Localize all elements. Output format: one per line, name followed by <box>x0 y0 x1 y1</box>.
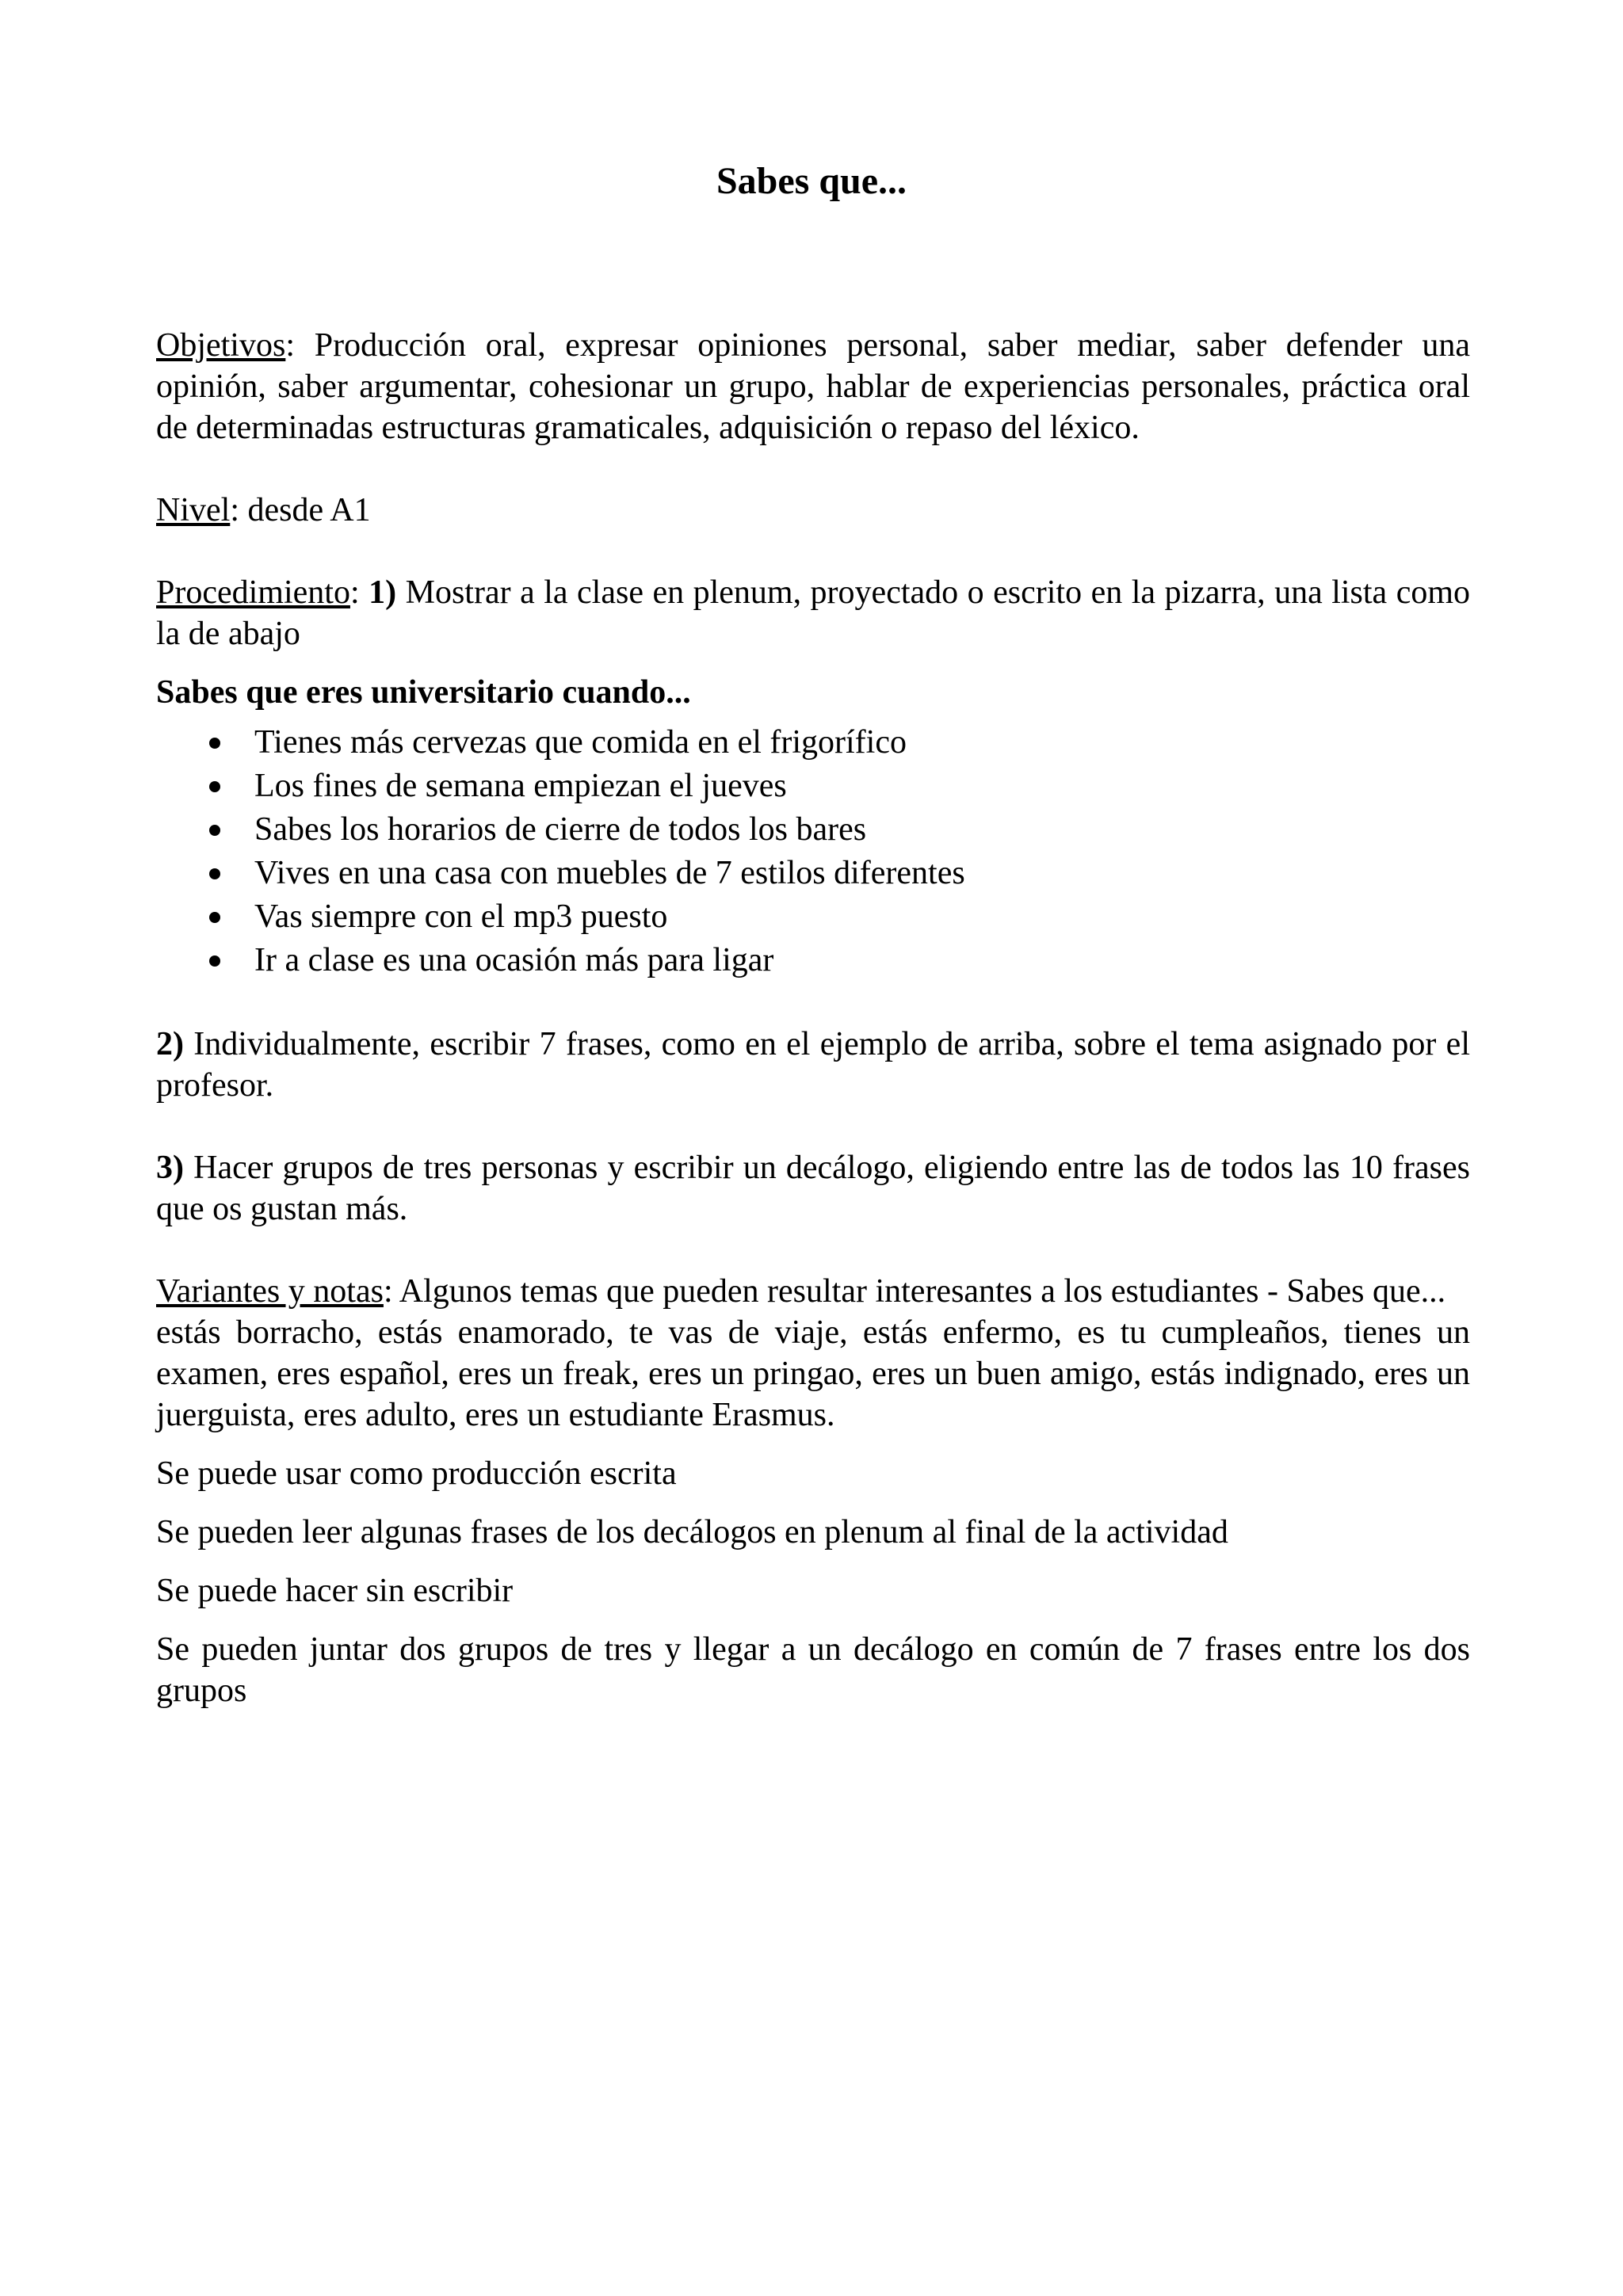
list-item: Vas siempre con el mp3 puesto <box>156 895 1470 939</box>
document-body <box>156 325 1470 1711</box>
objetivos-label: Objetivos <box>156 327 286 364</box>
nivel-label: Nivel <box>156 492 231 528</box>
procedimiento-text: Mostrar a la clase en plenum, proyectado o escrito en la pizarra, una lista como la de abajo <box>156 574 1471 652</box>
step2-text: Individualmente, escribir 7 frases, como en el ejemplo de arriba, sobre el tema asignado por el profesor. <box>156 1026 1470 1104</box>
variantes-label: Variantes y notas <box>156 1273 384 1310</box>
variantes-paragraph <box>156 1271 1470 1312</box>
page-title: Sabes que... <box>716 160 907 202</box>
list-item: Tienes más cervezas que comida en el frigorífico <box>156 721 1470 765</box>
note-paragraph: Se pueden leer algunas frases de los decálogos en plenum al final de la actividad <box>156 1514 1228 1550</box>
procedimiento-paragraph <box>156 572 1470 654</box>
procedimiento-sep: : <box>349 574 369 611</box>
nivel-text: : desde A1 <box>230 492 371 528</box>
bullet-icon <box>209 738 220 749</box>
list-item: Vives en una casa con muebles de 7 estilos diferentes <box>156 852 1470 895</box>
step3-text: Hacer grupos de tres personas y escribir un decálogo, eligiendo entre las de todos las 10 frases que os gustan más. <box>156 1150 1470 1227</box>
bullet-icon <box>209 781 220 792</box>
bullet-icon <box>209 868 220 879</box>
objetivos-paragraph <box>156 325 1470 448</box>
bullet-icon <box>209 955 220 967</box>
bullet-icon <box>209 912 220 923</box>
nivel-paragraph <box>156 490 1470 531</box>
note-paragraph: Se puede usar como producción escrita <box>156 1455 677 1492</box>
list-heading: Sabes que eres universitario cuando... <box>156 674 691 711</box>
variantes-topics: estás borracho, estás enamorado, te vas de viaje, estás enfermo, es tu cumpleaños, tienes un examen, eres español, eres un freak, eres un pringao, eres un buen amigo, estás indignado, eres un juerguista, eres adulto, eres un estudiante Erasmus. <box>156 1314 1470 1433</box>
step3-number: 3) <box>156 1150 184 1186</box>
step2-paragraph <box>156 1024 1470 1106</box>
step1-number: 1) <box>369 574 397 611</box>
list-item: Sabes los horarios de cierre de todos los bares <box>156 808 1470 852</box>
note-paragraph: Se puede hacer sin escribir <box>156 1573 514 1609</box>
list-item: Los fines de semana empiezan el jueves <box>156 765 1470 808</box>
objetivos-text: : Producción oral, expresar opiniones personal, saber mediar, saber defender una opinión, saber argumentar, cohesionar un grupo, hablar de experiencias personales, práctica oral de determinadas estructuras gramaticales, adquisición o repaso del léxico. <box>156 327 1470 446</box>
step2-number: 2) <box>156 1026 184 1062</box>
variantes-text: : Algunos temas que pueden resultar interesantes a los estudiantes - Sabes que... <box>383 1273 1446 1310</box>
step3-paragraph <box>156 1147 1470 1230</box>
list-item: Ir a clase es una ocasión más para ligar <box>156 939 1470 982</box>
note-paragraph: Se pueden juntar dos grupos de tres y llegar a un decálogo en común de 7 frases entre los dos grupos <box>156 1631 1470 1709</box>
bullet-icon <box>209 825 220 836</box>
procedimiento-label: Procedimiento <box>156 574 350 611</box>
example-list <box>156 721 1470 982</box>
